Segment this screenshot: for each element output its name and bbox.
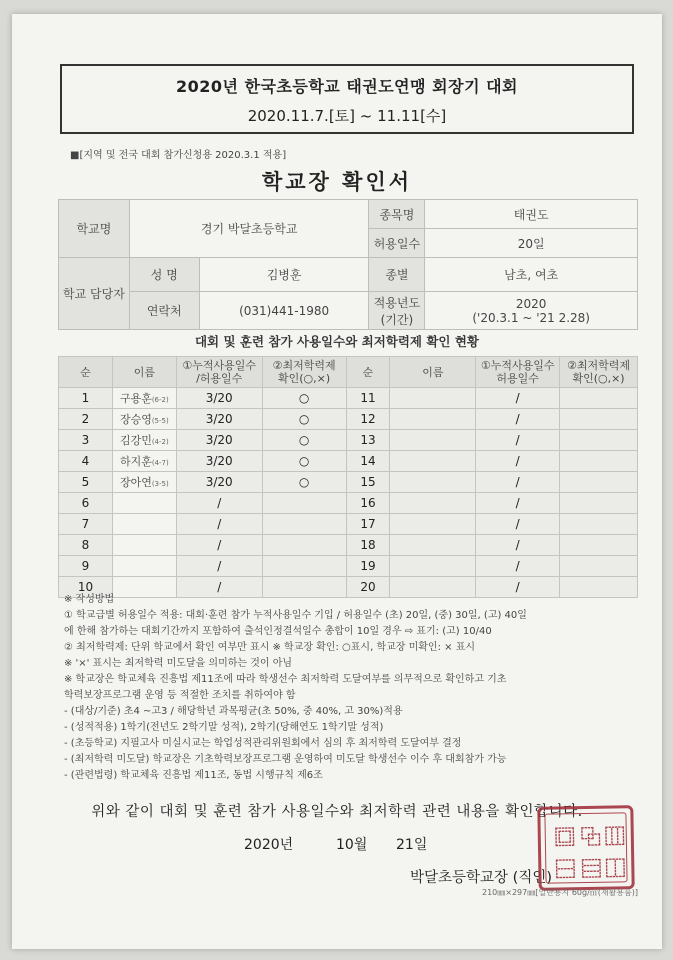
roster-days: 3/20 (176, 388, 262, 409)
roster-name (390, 514, 476, 535)
roster-check (560, 514, 638, 535)
roster-days: / (176, 493, 262, 514)
roster-days: / (176, 514, 262, 535)
roster-check: ○ (262, 472, 346, 493)
roster-num: 17 (346, 514, 390, 535)
roster-name (390, 472, 476, 493)
year-value (425, 292, 638, 330)
header-num-left: 순 (59, 357, 113, 388)
roster-days: / (476, 577, 560, 598)
school-info-table (58, 199, 638, 330)
roster-num: 19 (346, 556, 390, 577)
days-value: 20일 (425, 229, 638, 258)
header-check-line2: 확인(○,×) (572, 372, 625, 385)
principal-signature: 박달초등학교장 (직인) (410, 870, 552, 886)
student-grade: (3-5) (151, 480, 169, 488)
roster-days: / (476, 514, 560, 535)
roster-num: 3 (59, 430, 113, 451)
roster-name (112, 514, 176, 535)
event-label: 종목명 (369, 200, 425, 229)
competition-title: 2020년 한국초등학교 태권도연맹 회장기 대회 (175, 77, 519, 96)
roster-days: / (176, 556, 262, 577)
official-seal-stamp (537, 805, 634, 891)
roster-check (560, 451, 638, 472)
header-name-left: 이름 (112, 357, 176, 388)
roster-row (59, 514, 638, 535)
competition-dates: 2020.11.7.[토] ~ 11.11[수] (247, 107, 447, 125)
roster-name (390, 430, 476, 451)
roster-num: 2 (59, 409, 113, 430)
header-check-line2: 확인(○,×) (278, 372, 331, 385)
roster-check (560, 556, 638, 577)
roster-check (560, 535, 638, 556)
date-year: 2020년 (244, 837, 294, 853)
contact-value: (031)441-1980 (199, 292, 369, 330)
instruction-line: 학력보장프로그램 운영 등 적절한 조치를 취하여야 함 (64, 690, 296, 701)
header-num-right: 순 (346, 357, 390, 388)
student-name: 하지훈 (119, 455, 152, 468)
person-label: 학교 담당자 (59, 258, 130, 330)
roster-num: 18 (346, 535, 390, 556)
roster-header-row (59, 357, 638, 388)
roster-check (560, 409, 638, 430)
roster-row (59, 472, 638, 493)
instruction-line: - (성적적용) 1학기(전년도 2학기말 성적), 2학기(당해연도 1학기말 성적) (64, 722, 384, 733)
student-name: 장승영 (119, 413, 152, 426)
roster-days: / (176, 535, 262, 556)
seal-mark: ⿴ (554, 825, 576, 850)
roster-check (262, 493, 346, 514)
paper-spec: 210㎜×297㎜[일반용지 60g/㎡(재활용품)] (482, 888, 639, 897)
date-day: 21일 (396, 837, 428, 853)
seal-mark: ⿳ (581, 856, 602, 882)
roster-num: 12 (346, 409, 390, 430)
document-page (12, 14, 662, 949)
roster-row (59, 556, 638, 577)
roster-days: / (476, 556, 560, 577)
student-name: 장아연 (119, 476, 152, 489)
seal-mark: ⿱ (555, 857, 576, 882)
roster-days: 3/20 (176, 430, 262, 451)
school-value: 경기 박달초등학교 (129, 200, 369, 258)
roster-name (390, 388, 476, 409)
date-month: 10월 (336, 837, 368, 853)
roster-num: 13 (346, 430, 390, 451)
roster-name (112, 451, 176, 472)
instruction-line: - (초등학교) 지필고사 미실시교는 학업성적관리위원회에서 심의 후 최저학력 도달여부 결정 (64, 738, 462, 749)
header-days-line1: ①누적사용일수 (480, 359, 555, 372)
instruction-line: 에 한해 참가하는 대회기간까지 포함하여 출석인정결석일수 총합이 10일 경우 ⇨ 표기: (고) 10/40 (64, 626, 492, 637)
roster-name (112, 493, 176, 514)
header-check-left (262, 357, 346, 388)
roster-check (560, 388, 638, 409)
student-grade: (4-7) (151, 459, 169, 467)
roster-days: / (176, 577, 262, 598)
roster-check (262, 556, 346, 577)
roster-check: ○ (262, 451, 346, 472)
roster-row (59, 388, 638, 409)
roster-name (390, 493, 476, 514)
seal-mark: ⿲ (604, 824, 626, 849)
roster-num: 6 (59, 493, 113, 514)
roster-days: / (476, 430, 560, 451)
event-value: 태권도 (425, 200, 638, 229)
seal-mark: ⿻ (580, 824, 602, 850)
header-check-line1: ②최저학력제 (567, 359, 631, 372)
roster-table (58, 356, 638, 598)
roster-row (59, 535, 638, 556)
roster-check: ○ (262, 430, 346, 451)
student-grade: (4-2) (151, 438, 169, 446)
roster-check (560, 430, 638, 451)
roster-num: 20 (346, 577, 390, 598)
roster-num: 10 (59, 577, 113, 598)
roster-days: 3/20 (176, 472, 262, 493)
instruction-line: ※ '×' 표시는 최저학력 미도달을 의미하는 것이 아님 (64, 658, 293, 669)
roster-check (560, 472, 638, 493)
competition-header (60, 64, 634, 134)
roster-days: / (476, 472, 560, 493)
instruction-line: - (최저학력 미도달) 학교장은 기초학력보장프로그램 운영하여 미도달 학생선수 이수 후 대회참가 가능 (64, 754, 507, 765)
roster-row (59, 493, 638, 514)
roster-check (262, 535, 346, 556)
header-days-line2: 허용일수 (496, 372, 539, 385)
roster-name (390, 451, 476, 472)
header-name-right: 이름 (390, 357, 476, 388)
student-grade: (5-5) (151, 417, 169, 425)
year-value-line1: 2020 (515, 296, 547, 311)
instruction-line: ② 최저학력제: 단위 학교에서 확인 여부만 표시 ※ 학교장 확인: ○표시, 학교장 미확인: × 표시 (64, 642, 476, 653)
application-note: ■[지역 및 전국 대회 참가신청용 2020.3.1 적용] (70, 150, 287, 161)
roster-check (262, 514, 346, 535)
year-label: 적용년도 (기간) (369, 292, 425, 330)
confirmation-statement: 위와 같이 대회 및 훈련 참가 사용일수와 최저학력 관련 내용을 확인합니다. (91, 804, 583, 820)
roster-days: / (476, 388, 560, 409)
roster-row (59, 451, 638, 472)
name-label: 성 명 (129, 258, 199, 292)
document-title: 학교장 확인서 (261, 170, 413, 194)
student-name: 김강민 (119, 434, 152, 447)
roster-name (112, 556, 176, 577)
roster-days: 3/20 (176, 451, 262, 472)
status-title: 대회 및 훈련 참가 사용일수와 최저학력제 확인 현황 (194, 334, 480, 349)
roster-num: 14 (346, 451, 390, 472)
roster-days: / (476, 451, 560, 472)
type-label: 종별 (369, 258, 425, 292)
roster-num: 9 (59, 556, 113, 577)
roster-days: 3/20 (176, 409, 262, 430)
roster-name (112, 409, 176, 430)
school-label: 학교명 (59, 200, 130, 258)
header-days-right (476, 357, 560, 388)
student-grade: (6-2) (151, 396, 169, 404)
roster-name (112, 388, 176, 409)
roster-check: ○ (262, 388, 346, 409)
year-value-line2: ('20.3.1 ~ '21 2.28) (472, 310, 590, 325)
roster-num: 1 (59, 388, 113, 409)
days-label: 허용일수 (369, 229, 425, 258)
roster-name (112, 535, 176, 556)
roster-row (59, 409, 638, 430)
student-name: 구용훈 (119, 392, 152, 405)
roster-days: / (476, 409, 560, 430)
instruction-line: ※ 작성방법 (64, 594, 115, 605)
name-value: 김병훈 (199, 258, 369, 292)
roster-num: 7 (59, 514, 113, 535)
writing-instructions (64, 592, 644, 784)
header-days-line1: ①누적사용일수 (182, 359, 257, 372)
roster-name (112, 472, 176, 493)
roster-name (390, 535, 476, 556)
header-days-line2: /허용일수 (196, 372, 243, 385)
roster-num: 15 (346, 472, 390, 493)
instruction-line: - (대상/기준) 초4 ~고3 / 해당학년 과목평균(초 50%, 중 40%, 고 30%)적용 (64, 706, 403, 717)
roster-row (59, 430, 638, 451)
roster-check: ○ (262, 409, 346, 430)
roster-check (560, 493, 638, 514)
roster-name (390, 556, 476, 577)
roster-num: 8 (59, 535, 113, 556)
contact-label: 연락처 (129, 292, 199, 330)
header-check-right (560, 357, 638, 388)
roster-name (112, 430, 176, 451)
roster-num: 16 (346, 493, 390, 514)
header-check-line1: ②최저학력제 (272, 359, 336, 372)
roster-num: 5 (59, 472, 113, 493)
roster-days: / (476, 535, 560, 556)
roster-days: / (476, 493, 560, 514)
instruction-line: ※ 학교장은 학교체육 진흥법 제11조에 따라 학생선수 최저학력 도달여부를 의무적으로 확인하고 기초 (64, 674, 507, 685)
roster-num: 4 (59, 451, 113, 472)
header-days-left (176, 357, 262, 388)
instruction-line: - (관련법령) 학교체육 진흥법 제11조, 동법 시행규칙 제6조 (64, 770, 323, 781)
type-value: 남초, 여초 (425, 258, 638, 292)
seal-mark: ⿰ (605, 856, 626, 881)
instruction-line: ① 학교급별 허용일수 적용: 대회·훈련 참가 누적사용일수 기입 / 허용일수 (초) 20일, (중) 30일, (고) 40일 (64, 610, 527, 621)
roster-num: 11 (346, 388, 390, 409)
roster-name (390, 409, 476, 430)
